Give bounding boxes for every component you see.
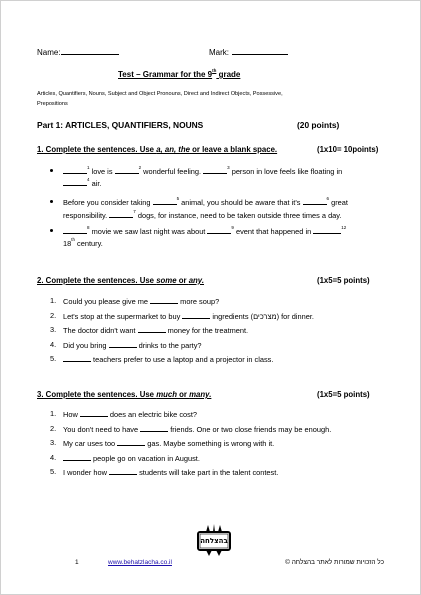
q1-item-3-line-2: 18th century. (63, 237, 103, 248)
q2-points: (1x5=5 points) (317, 276, 370, 285)
logo (196, 523, 232, 557)
title-main: Test – Grammar for the 9 (118, 70, 213, 79)
item-number: 5. (50, 467, 57, 476)
answer-blank[interactable] (63, 178, 87, 186)
mark-field[interactable] (209, 47, 288, 57)
title-end: grade (216, 70, 241, 79)
answer-blank[interactable] (303, 197, 327, 205)
item-text-before: The doctor didn't want (63, 326, 138, 335)
part1-title: Part 1: ARTICLES, QUANTIFIERS, NOUNS (37, 120, 204, 130)
part1-points: (20 points) (297, 120, 340, 130)
item-text-after: drinks to the party? (136, 340, 202, 350)
q3-item-1 (63, 409, 197, 419)
q3-heading: 3. Complete the sentences. Use much or many. (37, 390, 212, 399)
q2-item-1 (63, 296, 219, 306)
q2-heading: 2. Complete the sentences. Use some or any. (37, 276, 205, 285)
item-number: 2. (50, 310, 57, 320)
item-text-after: students will take part in the talent contest. (137, 468, 279, 477)
answer-blank[interactable] (207, 226, 231, 234)
answer-blank[interactable] (63, 166, 87, 174)
q1-item-3-line-1: $^8$ movie we saw last night was about $^9$ event that happened in $^{12}$ (63, 226, 346, 236)
q3-points: (1x5=5 points) (317, 390, 370, 399)
name-field[interactable] (37, 47, 119, 57)
q3-item-4 (63, 453, 200, 463)
item-text-before: Did you bring (63, 340, 109, 350)
q1-item-2-line-2: responsibility. $^7$ dogs, for instance, need to be taken outside three times a day. (63, 209, 342, 220)
answer-blank[interactable] (117, 438, 145, 446)
item-text-before: You don't need to have (63, 424, 141, 434)
q2-item-2 (63, 311, 314, 321)
q1-heading: 1. Complete the sentences. Use a, an, the or leave a blank space. (37, 145, 278, 154)
item-number: 5. (50, 354, 57, 363)
item-text-before: How (63, 410, 80, 419)
item-text-after: people go on vacation in August. (91, 453, 200, 463)
item-number: 3. (50, 438, 57, 447)
answer-blank[interactable] (63, 453, 91, 461)
item-text-before: I wonder how (63, 468, 110, 477)
item-text-after: does an electric bike cost? (107, 410, 197, 419)
answer-blank[interactable] (109, 467, 137, 475)
answer-blank[interactable] (313, 226, 341, 234)
answer-blank[interactable] (140, 424, 168, 432)
item-text-after: friends. One or two close friends may be enough. (168, 424, 332, 434)
item-number: 3. (50, 325, 57, 334)
website-link[interactable]: www.behatzlacha.co.il (108, 559, 172, 566)
q1-item-1-line-2: $^4$ air. (63, 178, 101, 188)
answer-blank[interactable] (80, 409, 108, 417)
q3-item-2 (63, 424, 331, 434)
logo-text: בהצלחה (200, 537, 228, 545)
bullet (50, 229, 53, 232)
q1-points: (1x10= 10points) (317, 145, 379, 154)
item-text-before: My car uses too (63, 439, 118, 448)
q1-item-2-line-1: Before you consider taking $^5$ animal, you should be aware that it's $^6$ great (63, 196, 348, 207)
page-title (118, 70, 254, 79)
q1-item-1-line-1: $^1$ love is $^2$ wonderful feeling. $^3$ person in love feels like floating in (63, 166, 342, 176)
item-text-before: Could you please give me (63, 297, 151, 306)
q3-item-5 (63, 467, 278, 477)
bullet (50, 169, 53, 172)
q3-item-3 (63, 438, 274, 448)
page-number: 1 (75, 559, 79, 566)
q2-item-4 (63, 340, 202, 350)
name-label: Name: (37, 48, 61, 57)
answer-blank[interactable] (109, 340, 137, 348)
mark-blank[interactable] (232, 47, 288, 55)
bullet (50, 200, 53, 203)
item-number: 4. (50, 452, 57, 462)
item-text-after: ingredients (מצרכים) for dinner. (210, 311, 314, 321)
topics-line-2: Prepositions (37, 101, 68, 107)
item-number: 1. (50, 409, 57, 418)
answer-blank[interactable] (153, 197, 177, 205)
item-text-after: money for the treatment. (165, 326, 249, 335)
item-number: 4. (50, 339, 57, 349)
item-number: 1. (50, 296, 57, 305)
answer-blank[interactable] (109, 210, 133, 218)
title-sup: th (212, 68, 217, 73)
topics-line-1: Articles, Quantifiers, Nouns, Subject and Object Pronouns, Direct and Indirect Objects, Possessive, (37, 91, 283, 97)
answer-blank[interactable] (115, 166, 139, 174)
answer-blank[interactable] (182, 311, 210, 319)
answer-blank[interactable] (203, 166, 227, 174)
item-text-after: teachers prefer to use a laptop and a projector in class. (91, 355, 274, 364)
mark-label: Mark: (209, 48, 229, 57)
q2-item-3 (63, 325, 248, 335)
answer-blank[interactable] (138, 325, 166, 333)
q2-item-5 (63, 354, 273, 364)
name-blank[interactable] (61, 47, 119, 55)
item-text-before: Let's stop at the supermarket to buy (63, 311, 183, 321)
item-number: 2. (50, 423, 57, 433)
copyright: כל הזכויות שמורות לאתר בהצלחה © (285, 559, 384, 566)
answer-blank[interactable] (63, 226, 87, 234)
item-text-after: more soup? (178, 297, 220, 306)
item-text-after: gas. Maybe something is wrong with it. (145, 439, 275, 448)
answer-blank[interactable] (150, 296, 178, 304)
answer-blank[interactable] (63, 354, 91, 362)
